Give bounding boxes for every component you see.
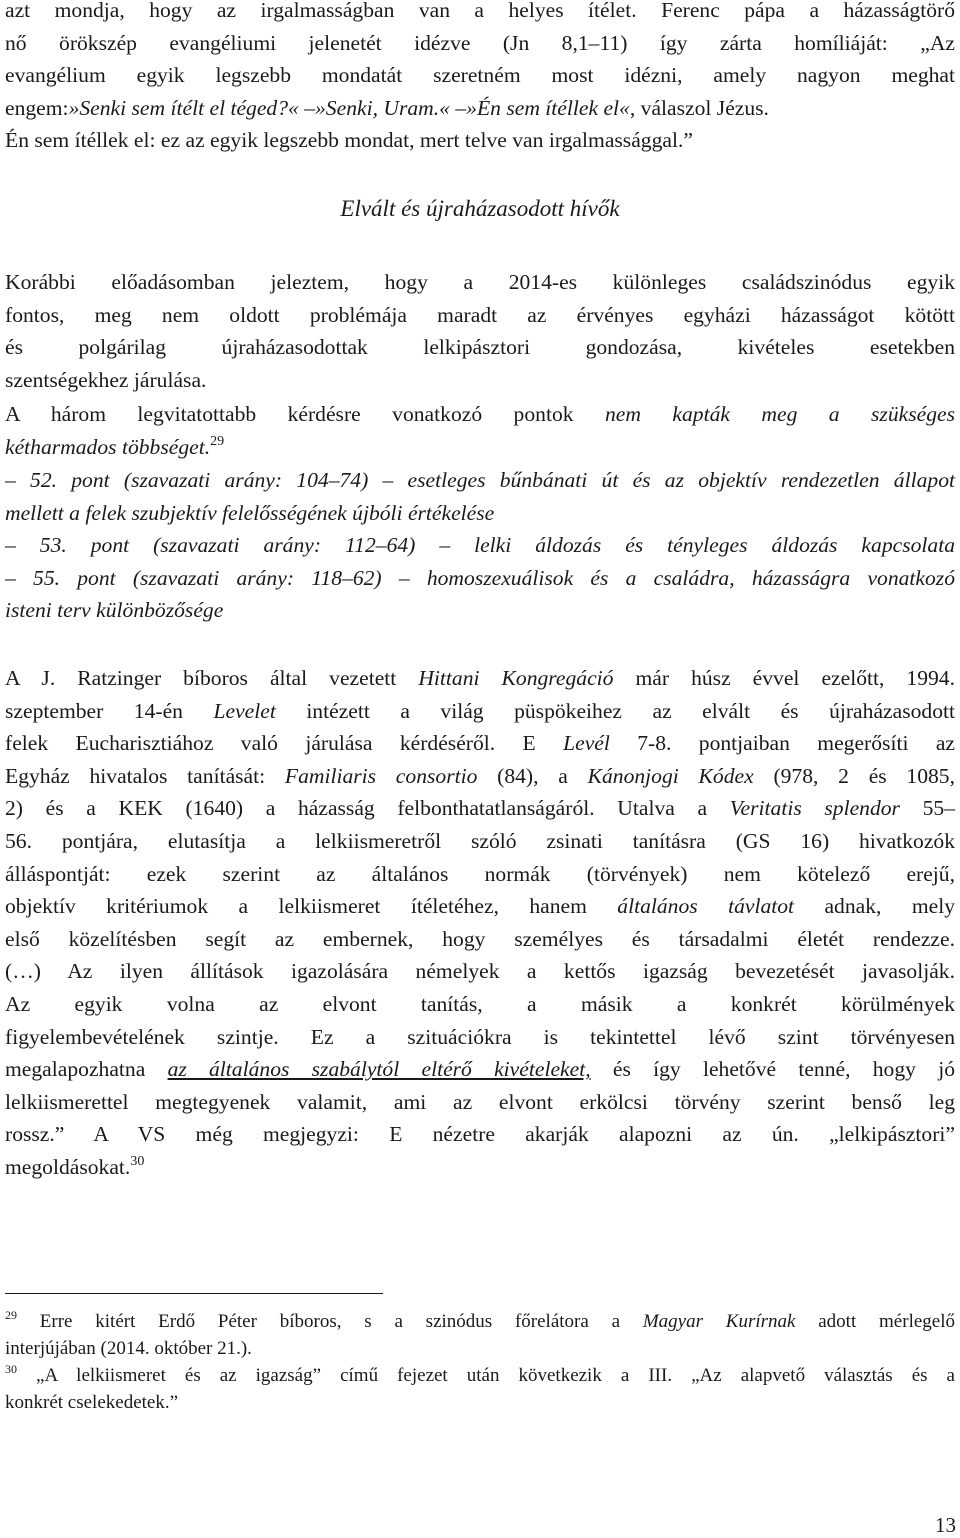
footnote-ref-29[interactable]: 29 bbox=[210, 433, 225, 449]
text-line: álláspontját: ezek szerint az általános normák (törvények) nem kötelező erejű, bbox=[5, 861, 955, 886]
text-line: 56. pontjára, elutasítja a lelkiismeretről szóló zsinati tanításra (GS 16) hivatkozók bbox=[5, 828, 955, 853]
footnote-30-cont: konkrét cselekedetek.” bbox=[5, 1392, 179, 1413]
italic-run: Hittani Kongregáció bbox=[418, 666, 614, 690]
text-line: első közelítésben segít az embernek, hogy személyes és társadalmi életét rendezze. bbox=[5, 926, 955, 951]
text-run: 55– bbox=[922, 796, 955, 821]
text-line: azt mondja, hogy az irgalmasságban van a helyes ítélet. Ferenc pápa a házasságtörő bbox=[5, 0, 955, 22]
text-line bbox=[5, 727, 955, 760]
text-run: 2) és a KEK (1640) a házasság felbonthatatlanságáról. Utalva a bbox=[5, 796, 708, 821]
text-line: lelkiismerettel megtegyenek valamit, ami az elvont erkölcsi törvény szerint benső leg bbox=[5, 1089, 955, 1114]
footnote-number: 29 bbox=[5, 1308, 17, 1322]
footnote-number: 30 bbox=[5, 1362, 17, 1376]
text-line: Korábbi előadásomban jeleztem, hogy a 2014-es különleges családszinódus egyik bbox=[5, 270, 955, 294]
text-run: , válaszol Jézus. bbox=[629, 95, 769, 120]
text-line bbox=[5, 792, 955, 825]
text-run: 7-8. pontjaiban megerősíti az bbox=[637, 731, 955, 756]
text-run: adnak, mely bbox=[824, 894, 955, 919]
text-line: fontos, meg nem oldott problémája maradt az érvényes egyházi házasságot kötött bbox=[5, 302, 955, 327]
points-list bbox=[5, 464, 955, 627]
text-line: és polgárilag újraházasodottak lelkipásztori gondozása, kivételes esetekben bbox=[5, 335, 955, 360]
text-run: (84), a bbox=[497, 763, 568, 788]
text-line: rossz.” A VS még megjegyzi: E nézetre akarják alapozni az ún. „lelkipásztori” bbox=[5, 1122, 955, 1147]
italic-run: Levelet bbox=[213, 698, 276, 723]
italic-run: Magyar Kurírnak bbox=[642, 1311, 796, 1332]
text-run: A J. Ratzinger bíboros által vezetett bbox=[5, 666, 397, 690]
list-item-point-53: – 53. pont (szavazati arány: 112–64) – lelki áldozás és tényleges áldozás kapcsolata bbox=[5, 533, 955, 558]
text-line bbox=[5, 398, 955, 431]
text-run: objektív kritériumok a lelkiismeret ítéletéhez, hanem bbox=[5, 894, 587, 919]
list-item-point-52: – 52. pont (szavazati arány: 104–74) – esetleges bűnbánati út és az objektív rendezetlen állapot bbox=[5, 468, 955, 492]
section-title: Elvált és újraházasodott hívők bbox=[340, 196, 620, 221]
text-run: szeptember 14-én bbox=[5, 698, 183, 723]
text-run: A három legvitatottabb kérdésre vonatkozó pontok bbox=[5, 402, 574, 426]
text-run: és így lehetővé tenné, hogy jó bbox=[612, 1057, 955, 1082]
text-line: evangélium egyik legszebb mondatát szeretném most idézni, amely nagyon meghat bbox=[5, 63, 955, 88]
list-item-point-55: – 55. pont (szavazati arány: 118–62) – homoszexuálisok és a családra, házasságra vonatkozó bbox=[5, 565, 955, 590]
text-run: már húsz évvel ezelőtt, 1994. bbox=[635, 666, 955, 690]
list-item-point-52-cont: mellett a felek szubjektív felelősségének újbóli értékelése bbox=[5, 500, 495, 525]
footnote-30 bbox=[5, 1362, 955, 1389]
page-number: 13 bbox=[935, 1513, 956, 1537]
paragraph-synod bbox=[5, 266, 955, 396]
text-run: „A lelkiismeret és az igazság” című fejezet után következik a III. „Az alapvető választás és a bbox=[36, 1365, 955, 1386]
text-line bbox=[5, 695, 955, 728]
text-line: nő örökszép evangéliumi jelenetét idézve (Jn 8,1–11) így zárta homíliáját: „Az bbox=[5, 30, 955, 55]
text-line: szentségekhez járulása. bbox=[5, 367, 207, 392]
text-run: adott mérlegelő bbox=[818, 1311, 955, 1332]
text-run: engem: bbox=[5, 95, 69, 120]
text-run: (978, 2 és 1085, bbox=[773, 763, 956, 788]
text-run: megalapozhatna bbox=[5, 1057, 146, 1082]
text-line bbox=[5, 1053, 955, 1086]
text-line: (…) Az ilyen állítások igazolására némelyek a kettős igazság bevezetését javasolják. bbox=[5, 959, 955, 984]
italic-run: Veritatis splendor bbox=[729, 796, 900, 821]
paragraph-votes bbox=[5, 398, 955, 463]
text-line bbox=[5, 662, 955, 695]
italic-underlined-run: az általános szabálytól eltérő kivételeket, bbox=[167, 1057, 591, 1082]
text-line bbox=[5, 92, 955, 125]
paragraph-homily bbox=[5, 0, 955, 157]
paragraph-ratzinger bbox=[5, 662, 955, 1184]
text-run: Egyház hivatalos tanítását: bbox=[5, 763, 266, 788]
text-line: figyelembevételének szintje. Ez a szituációkra is tekintettel lévő szint törvényesen bbox=[5, 1024, 955, 1049]
italic-run: Familiaris consortio bbox=[284, 763, 478, 788]
list-item-point-55-cont: isteni terv különbözősége bbox=[5, 598, 224, 623]
footnote-29-cont: interjújában (2014. október 21.). bbox=[5, 1338, 252, 1359]
text-run: megoldásokat. bbox=[5, 1154, 131, 1179]
text-line bbox=[5, 431, 955, 464]
footnote-separator bbox=[5, 1293, 383, 1294]
quote-italic: »Senki sem ítélt el téged?« –»Senki, Uram.« –»Én sem ítéllek el« bbox=[68, 95, 630, 120]
italic-run: Kánonjogi Kódex bbox=[587, 763, 754, 788]
italic-run: Levél bbox=[563, 731, 610, 756]
italic-run: nem kapták meg a szükséges bbox=[604, 402, 955, 426]
italic-run: általános távlatot bbox=[617, 894, 795, 919]
text-line bbox=[5, 760, 955, 793]
italic-run: kétharmados többséget. bbox=[5, 434, 211, 459]
text-run: felek Eucharisztiához való járulása kérdéséről. E bbox=[5, 731, 536, 756]
text-line: Én sem ítéllek el: ez az egyik legszebb mondat, mert telve van irgalmassággal.” bbox=[5, 128, 693, 153]
text-line bbox=[5, 1151, 955, 1184]
text-line: Az egyik volna az elvont tanítás, a másik a konkrét körülmények bbox=[5, 991, 955, 1016]
text-run: intézett a világ püspökeihez az elvált és újraházasodott bbox=[306, 698, 955, 723]
footnote-ref-30[interactable]: 30 bbox=[130, 1153, 145, 1169]
footnotes bbox=[5, 1308, 955, 1416]
text-line bbox=[5, 890, 955, 923]
footnote-29 bbox=[5, 1308, 955, 1335]
text-run: Erre kitért Erdő Péter bíboros, s a szinódus főrelátora a bbox=[39, 1311, 621, 1332]
